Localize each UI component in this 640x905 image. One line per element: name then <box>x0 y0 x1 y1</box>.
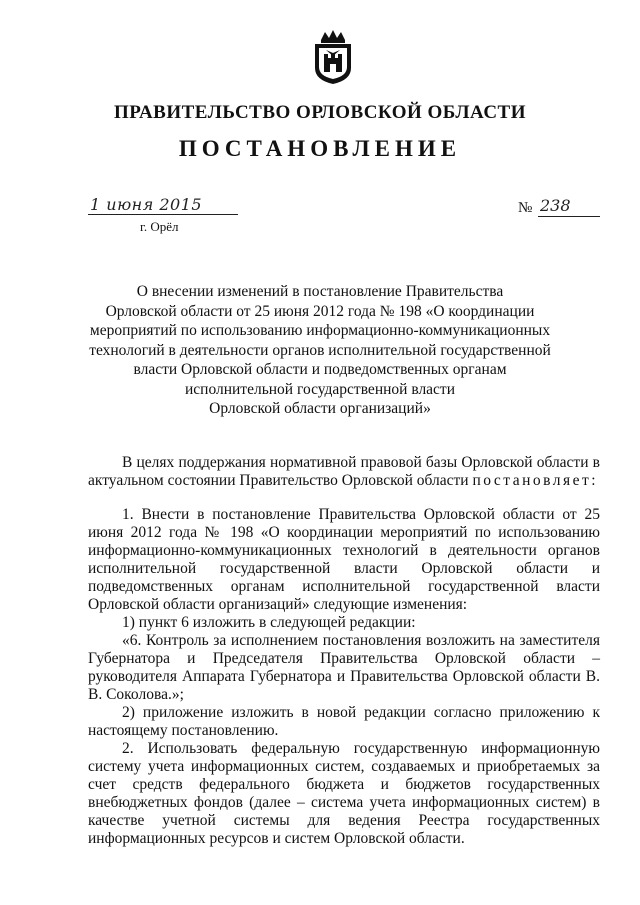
document-subject <box>80 282 560 419</box>
subject-line: исполнительной государственной власти <box>184 380 456 398</box>
intro-paragraph <box>88 454 600 490</box>
intro-text: В целях поддержания нормативной правовой базы Орловской области в актуальном состоянии Правительство Орловской области <box>88 454 600 489</box>
document-date <box>88 195 238 217</box>
item-1-subitem-1-text: «6. Контроль за исполнением постановления возложить на заместителя Губернатора и Председателя Правительства Орловской области – руководителя Аппарата Губернатора и Правительства Орловской области В. В. Соколова.»; <box>88 632 600 703</box>
subject-line: Орловской области от 25 июня 2012 года № 198 «О координации <box>105 302 535 320</box>
coat-of-arms-icon <box>311 28 355 86</box>
number-underline <box>538 216 600 217</box>
subject-line: власти Орловской области и подведомственных органам <box>133 361 507 378</box>
subject-line: мероприятий по использованию информационно-коммуникационных <box>89 322 551 339</box>
subject-line: технологий в деятельности органов исполнительной государственной <box>89 341 551 359</box>
city-label: г. Орёл <box>140 219 179 234</box>
handwritten-date: 1 июня 2015 <box>90 195 203 214</box>
organization-title: ПРАВИТЕЛЬСТВО ОРЛОВСКОЙ ОБЛАСТИ <box>113 102 526 123</box>
subject-line: Орловской области организаций» <box>209 400 431 417</box>
date-underline <box>88 214 238 215</box>
document-body <box>88 454 600 848</box>
document-type-title: ПОСТАНОВЛЕНИЕ <box>178 136 462 161</box>
item-1-subitem-2: 2) приложение изложить в новой редакции согласно приложению к настоящему постановлению. <box>88 704 600 739</box>
number-sign: № <box>518 200 533 216</box>
decree-keyword: постановляет: <box>472 472 599 489</box>
handwritten-number: 238 <box>540 196 571 215</box>
subject-line: О внесении изменений в постановление Правительства <box>136 283 504 300</box>
item-1: 1. Внести в постановление Правительства Орловской области от 25 июня 2012 года № 198 «О координации мероприятий по использованию информационно-коммуникационных технологий в деятельности органов исполнительной государственной власти Орловской области и подведомственных органам исполнительной государственной власти Орловской области организаций» следующие изменения: <box>88 506 600 613</box>
item-2: 2. Использовать федеральную государственную информационную систему учета информационных систем, создаваемых и приобретаемых за счет средств федерального бюджета и бюджетов государственных внебюджетных фондов (далее – система учета информационных систем) в качестве учетной системы для ведения Реестра государственных информационных ресурсов и систем Орловской области. <box>88 740 600 847</box>
document-number <box>518 198 600 220</box>
item-1-subitem-1: 1) пункт 6 изложить в следующей редакции: <box>122 614 416 631</box>
